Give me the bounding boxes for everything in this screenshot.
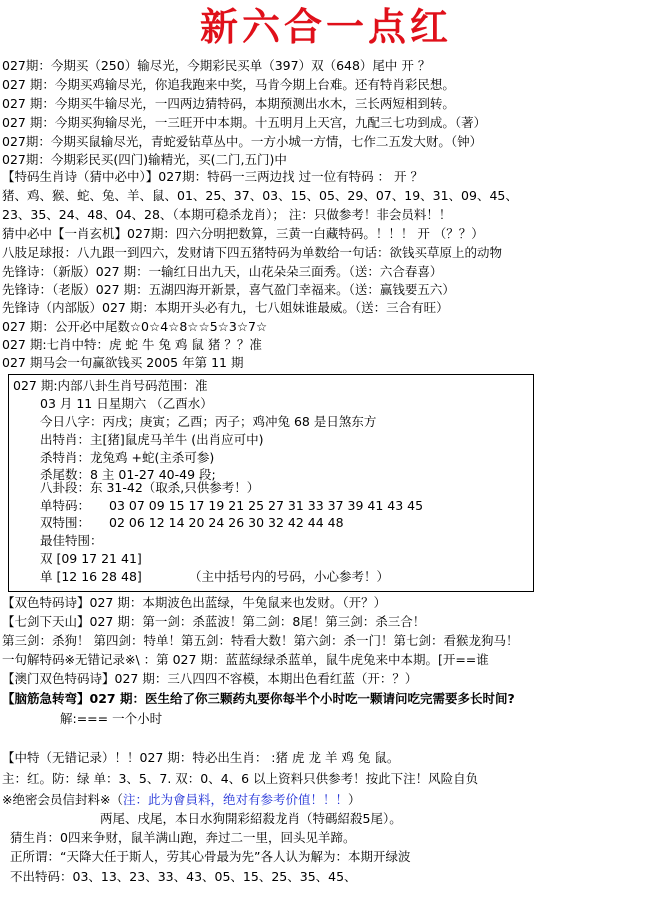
- text-line: 八肢足球报：八九跟一到四六，发财请下四五猪特码为单数给一句话：欲钱买草原上的动物: [2, 245, 503, 260]
- bagua-box: [8, 374, 534, 592]
- text-line: 解:=== 一个小时: [60, 711, 163, 726]
- box-sha-wei-shu: 杀尾数：8 主 01-27 40-49 段;: [40, 467, 216, 482]
- box-ba-gua: 八卦段：东 31-42（取杀,只供参考！）: [40, 480, 260, 495]
- text-line: 027 期:七肖中特：虎 蛇 牛 兔 鸡 鼠 猪 ？？准: [2, 337, 262, 352]
- text-line: 一句解特码※无错记录※\ ：第 027 期：蓝蓝绿绿杀蓝单，鼠牛虎兔来中本期。[开==谁: [2, 652, 489, 667]
- box-sha-te-xiao: 杀特肖：龙兔鸡 +蛇(主杀可参): [40, 450, 215, 465]
- box-dan-label: 单特码：: [40, 498, 91, 513]
- text-line: 027期：今期买鼠输尽光，青蛇爱钻草丛中。一方小城一方情，七作二五发大财。（钟）: [2, 134, 483, 149]
- box-shuang-label: 双特围：: [40, 515, 91, 530]
- text-line: 猜生肖：0四来争财，鼠羊满山跑，奔过二一里，回头见羊蹄。: [10, 830, 356, 845]
- text-line: 027 期马会一句赢欲钱买 2005 年第 11 期: [2, 355, 244, 370]
- box-shuang-te-ma: 02 06 12 14 20 24 26 30 32 42 44 48: [109, 515, 344, 530]
- text-line: 027 期：今期买鸡输尽光，你追我跑来中奖，马肯今期上台难。还有特肖彩民想。: [2, 77, 455, 92]
- juemi-suffix: ）: [347, 792, 361, 807]
- box-bazi: 今日八字：丙戌；庚寅；乙酉；丙子；鸡冲兔 68 是日煞东方: [40, 414, 377, 429]
- page-title: 新六合一点红: [199, 4, 452, 49]
- juemi-line: [2, 791, 360, 808]
- text-line: 【中特（无错记录）！！027 期：特必出生肖： :猪 虎 龙 羊 鸡 兔 鼠。: [2, 750, 400, 765]
- box-chu-te-xiao: 出特肖：主[猪]鼠虎马羊牛 (出肖应可中): [40, 432, 264, 447]
- text-line: 先锋诗（内部版）027 期：本期开头必有九，七八姐妹谁最威。（送：三合有旺）: [2, 300, 449, 315]
- box-best-note: （主中括号内的号码，小心参考！）: [189, 569, 390, 584]
- text-line: 027 期：今期买牛输尽光，一四两边猜特码，本期预测出水木，三长两短相到转。: [2, 96, 455, 111]
- text-line: 不出特码：03、13、23、33、43、05、15、25、35、45、: [10, 869, 357, 884]
- box-best-double: 双 [09 17 21 41]: [40, 551, 142, 566]
- text-line: 猪、鸡、猴、蛇、兔、羊、鼠、01、25、37、03、15、05、29、07、19、31、09、45、: [2, 188, 518, 203]
- text-line: 23、35、24、48、04、28、（本期可稳杀龙肖）； 注：只做参考！非会员料！！: [2, 207, 452, 222]
- box-best-label: 最佳特围：: [40, 533, 103, 548]
- text-line: 【脑筋急转弯】027 期：医生给了你三颗药丸要你每半个小时吃一颗请问吃完需要多长时间?: [2, 691, 515, 706]
- box-date: 03 月 11 日星期六 （乙酉水）: [40, 396, 213, 411]
- text-line: 第三剑：杀狗！ 第四剑：特单！第五剑：特看大数！第六剑：杀一门！第七剑：看猴龙狗马！: [2, 633, 519, 648]
- text-line: 027期：今期彩民买(四门)输精光，买(二门,五门)中: [2, 152, 287, 167]
- juemi-prefix: ※绝密会员信封料※（: [2, 792, 123, 807]
- box-dan-te-ma: 03 07 09 15 17 19 21 25 27 31 33 37 39 41 43 45: [109, 498, 424, 513]
- text-line: 先锋诗：（老版）027 期：五湖四海开新景，喜气盈门幸福来。（送：赢钱要五六）: [2, 282, 455, 297]
- juemi-note: 注：此为會員料，绝对有参考价值！！！: [122, 792, 348, 807]
- text-line: 【特码生肖诗（猜中必中）】027期：特码一三两边找 过一位有特码 ： 开 ？: [2, 169, 424, 184]
- text-line: 【澳门双色特码诗】027 期：三八四四不容模，本期出色看红蓝（开：？）: [2, 671, 418, 686]
- box-best-single: 单 [12 16 28 48]: [40, 569, 142, 584]
- text-line: 【双色特码诗】027 期：本期波色出蓝绿，牛兔鼠来也发财。（开？）: [2, 595, 387, 610]
- text-line: 027期：今期买（250）输尽光，今期彩民买单（397）双（648）尾中 开 ？: [2, 58, 431, 73]
- text-line: 主：红。防：绿 单：3、5、7. 双：0、4、6 以上资料只供参考！按此下注！风险自负: [2, 771, 479, 786]
- text-line: 【七剑下天山】027 期：第一剑：杀蓝波！第二剑：8尾！第三剑：杀三合！: [2, 614, 426, 629]
- text-line: 027 期：公开必中尾数☆0☆4☆8☆☆5☆3☆7☆: [2, 319, 268, 334]
- text-line: 先锋诗：（新版）027 期：一输红日出九天，山花朵朵三面秀。（送：六合春喜）: [2, 264, 443, 279]
- text-line: 两尾、戌尾，本日水狗開彩紹殺龙肖（特碼紹殺5尾）。: [100, 811, 402, 826]
- text-line: 正所谓：“天降大任于斯人，劳其心骨最为先”各人认为解为：本期开绿波: [10, 849, 411, 864]
- box-header: 027 期:内部八卦生肖号码范围：准: [13, 378, 208, 393]
- text-line: 027 期：今期买狗输尽光，一三旺开中本期。十五明月上天宫，九配三七功到成。（著）: [2, 115, 487, 130]
- text-line: 猜中必中【一肖玄机】027期：四六分明把数算，三黄一白藏特码。！！！ 开 （？？）: [2, 226, 484, 241]
